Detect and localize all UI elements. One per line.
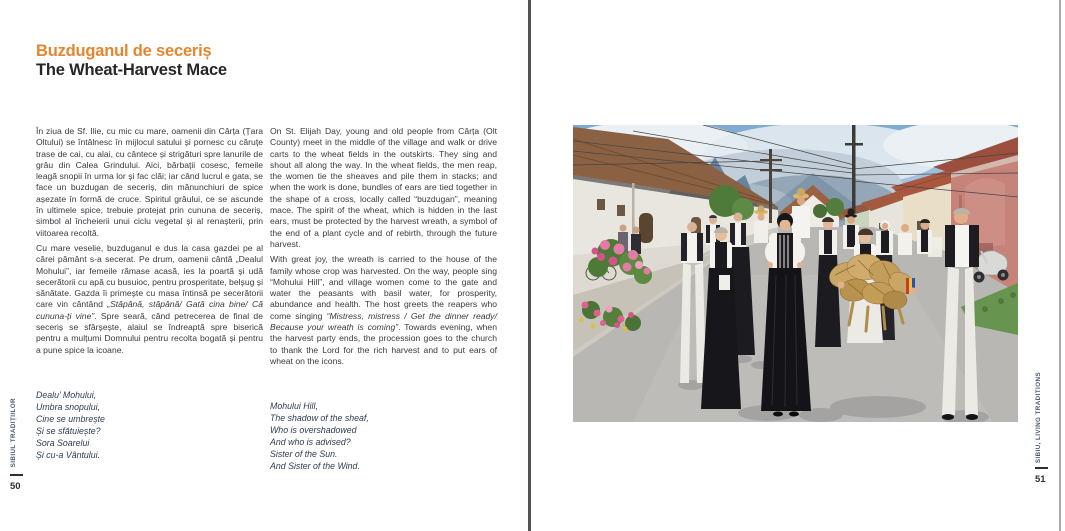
- title-english: The Wheat-Harvest Mace: [36, 61, 227, 79]
- paragraph-en-1: On St. Elijah Day, young and old people from Cârța (Olt County) meet in the middle of the village and walk or drive carts to the wheat fields in the outskirts. They sing and shout all along the way. In the wheat fields, the men reap, the women tie the sheaves and pile them in stacks; and when the work is done, bundles of ears are tied together in the shape of a cross, locally called “buzdugan”, meaning mace. The spirit of the wheat, which is hidden in the last ears, must be protected by the harvest wreath, a symbol of the end of a plant cycle and of rebirth, through the future harvest.: [270, 126, 497, 249]
- song-quote-ro: „Stăpână, stăpână/ Gată cina bine/ Că cununa-ți vine”: [36, 299, 263, 321]
- poem-english: [270, 400, 497, 472]
- paragraph-en-2: With great joy, the wreath is carried to the house of the family whose crop was harvested. On the way, people sing “Mohului Hill”, and village women come to the gate and water the peasants with basil water, for prosperity, abundance and health. The host greets the reapers who come singing “Mistress, mistress / Get the dinner ready/ Because your wreath is coming”. Towards evening, when the harvest party ends, the procession goes to the church to thank the Lord for the rich harvest and to put ears of wheat on the icons.: [270, 254, 497, 366]
- poem-line: Sister of the Sun.: [270, 449, 338, 460]
- column-romanian: [36, 126, 263, 461]
- poem-line: The shadow of the sheaf,: [270, 413, 369, 424]
- paragraph-ro-2: Cu mare veselie, buzduganul e dus la casa gazdei pe al cărei pământ s-a secerat. Pe drum, oamenii cântă „Dealul Mohului”, iar femeile rămase acasă, ies la poartă și udă secerătorii cu apă cu busuioc, pentru prosperitate, belșug și sănătate. Gazda îi primește cu masa întinsă pe secerătorii care vin cântând „Stăpână, stăpână/ Gată cina bine/ Că cununa-ți vine”. Spre seară, când petrecerea de final de seceriș se sfârșește, alaiul se îndreaptă spre biserică pentru a mulțumi Domnului pentru recolta bogată și pentru a pune spice la icoane.: [36, 242, 263, 355]
- poem-line: And Sister of the Wind.: [270, 461, 360, 472]
- poem-line: Și se sfătuiește?: [36, 425, 101, 436]
- poem-line: Sora Soarelui: [36, 437, 90, 448]
- page-gutter-divider: [528, 0, 531, 531]
- sidebar-series-title-ro: SIBIUL TRADIȚIILOR: [10, 397, 17, 467]
- poem-line: Mohului Hill,: [270, 401, 318, 412]
- page-edge-line: [1059, 0, 1061, 531]
- chapter-title: [36, 42, 227, 80]
- poem-romanian: [36, 389, 263, 461]
- poem-line: Who is overshadowed: [270, 425, 357, 436]
- sidebar-series-title-en: SIBIU, LIVING TRADITIONS: [1035, 371, 1042, 463]
- page-number-right: 51: [1035, 474, 1046, 485]
- poem-line: And who is advised?: [270, 437, 351, 448]
- paragraph-ro-1: În ziua de Sf. Ilie, cu mic cu mare, oamenii din Cârța (Țara Oltului) se întâlnesc în mijlocul satului și pornesc cu căruțe trase de cai, cu alai, cu cântece și strigături spre lanurile de grâu din Calea Grindului. Aici, bărbații cosesc, femeile leagă snopii în urma lor și fac clăi; iar când lucrul e gata, se face un buzdugan de seceriș, din mănunchiuri de spice așezate în formă de cruce. Spiritul grâului, ce se ascunde în ultimele spice, trebuie protejat prin cununa de seceriș, simbol al încheierii unui ciclu vegetal și al renașterii, prin viitoarea recoltă.: [36, 126, 263, 238]
- song-quote-en: “Mistress, mistress / Get the dinner ready/ Because your wreath is coming”: [270, 310, 497, 333]
- harvest-procession-photo: [573, 125, 1018, 422]
- poem-line: Și cu-a Vântului.: [36, 449, 101, 460]
- title-romanian: Buzduganul de seceriș: [36, 42, 212, 60]
- poem-line: Cine se umbrește: [36, 413, 105, 424]
- page-number-left: 50: [10, 481, 21, 492]
- poem-line: Dealu’ Mohului,: [36, 389, 97, 400]
- folio-rule: [10, 474, 23, 476]
- poem-line: Umbra snopului,: [36, 401, 101, 412]
- column-english: [270, 126, 497, 472]
- folio-rule: [1035, 467, 1048, 469]
